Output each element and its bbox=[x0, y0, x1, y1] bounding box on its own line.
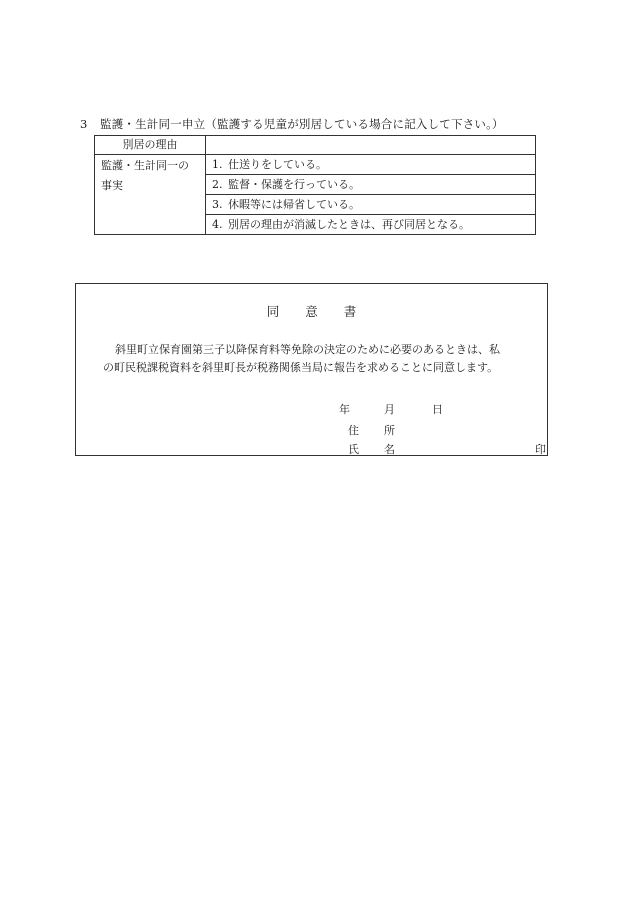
facts-cell bbox=[206, 155, 536, 235]
consent-box bbox=[75, 283, 548, 456]
fact-text: 監督・保護を行っている。 bbox=[228, 178, 360, 191]
fact-label-line2: 事実 bbox=[101, 179, 123, 192]
consent-body-line1: 斜里町立保育園第三子以降保育料等免除の決定のために必要のあるときは、私 bbox=[115, 343, 500, 356]
consent-title-char: 同 bbox=[266, 304, 280, 319]
consent-body bbox=[103, 341, 535, 377]
fact-label-cell bbox=[95, 155, 206, 235]
fact-num: 1. bbox=[212, 158, 223, 171]
fact-num: 2. bbox=[212, 178, 223, 191]
consent-title bbox=[76, 302, 547, 320]
facts-row bbox=[95, 155, 536, 235]
section3-heading-text: 監護・生計同一申立（監護する児童が別居している場合に記入して下さい。） bbox=[100, 117, 504, 131]
address-label-2: 所 bbox=[384, 424, 395, 437]
fact-label-line1: 監護・生計同一の bbox=[101, 159, 189, 172]
fact-text: 別居の理由が消滅したときは、再び同居となる。 bbox=[228, 218, 470, 231]
consent-body-line2: の町民税課税資料を斜里町長が税務関係当局に報告を求めることに同意します。 bbox=[103, 361, 499, 374]
fact-text: 仕送りをしている。 bbox=[228, 158, 327, 171]
section3-heading bbox=[80, 116, 504, 132]
reason-label: 別居の理由 bbox=[95, 136, 206, 155]
consent-title-char: 書 bbox=[343, 304, 357, 319]
reason-input[interactable] bbox=[206, 136, 536, 155]
consent-title-char: 意 bbox=[305, 304, 318, 319]
fact-num: 4. bbox=[212, 218, 223, 231]
fact-text: 休暇等には帰省している。 bbox=[228, 198, 360, 211]
fact-item-4[interactable] bbox=[206, 215, 535, 234]
address-label-1: 住 bbox=[348, 424, 359, 437]
seal-mark: 印 bbox=[535, 443, 546, 456]
fact-item-3[interactable] bbox=[206, 195, 535, 215]
date-day-field[interactable]: 日 bbox=[432, 403, 443, 416]
fact-item-2[interactable] bbox=[206, 175, 535, 195]
reason-row bbox=[95, 136, 536, 155]
cohabitation-table bbox=[94, 135, 536, 235]
fact-item-1[interactable] bbox=[206, 155, 535, 175]
date-month-field[interactable]: 月 bbox=[384, 403, 395, 416]
section3-number: 3 bbox=[80, 117, 88, 131]
date-year-field[interactable]: 年 bbox=[339, 403, 350, 416]
name-label-1: 氏 bbox=[348, 443, 359, 456]
name-label-2: 名 bbox=[384, 443, 395, 456]
fact-num: 3. bbox=[212, 198, 223, 211]
